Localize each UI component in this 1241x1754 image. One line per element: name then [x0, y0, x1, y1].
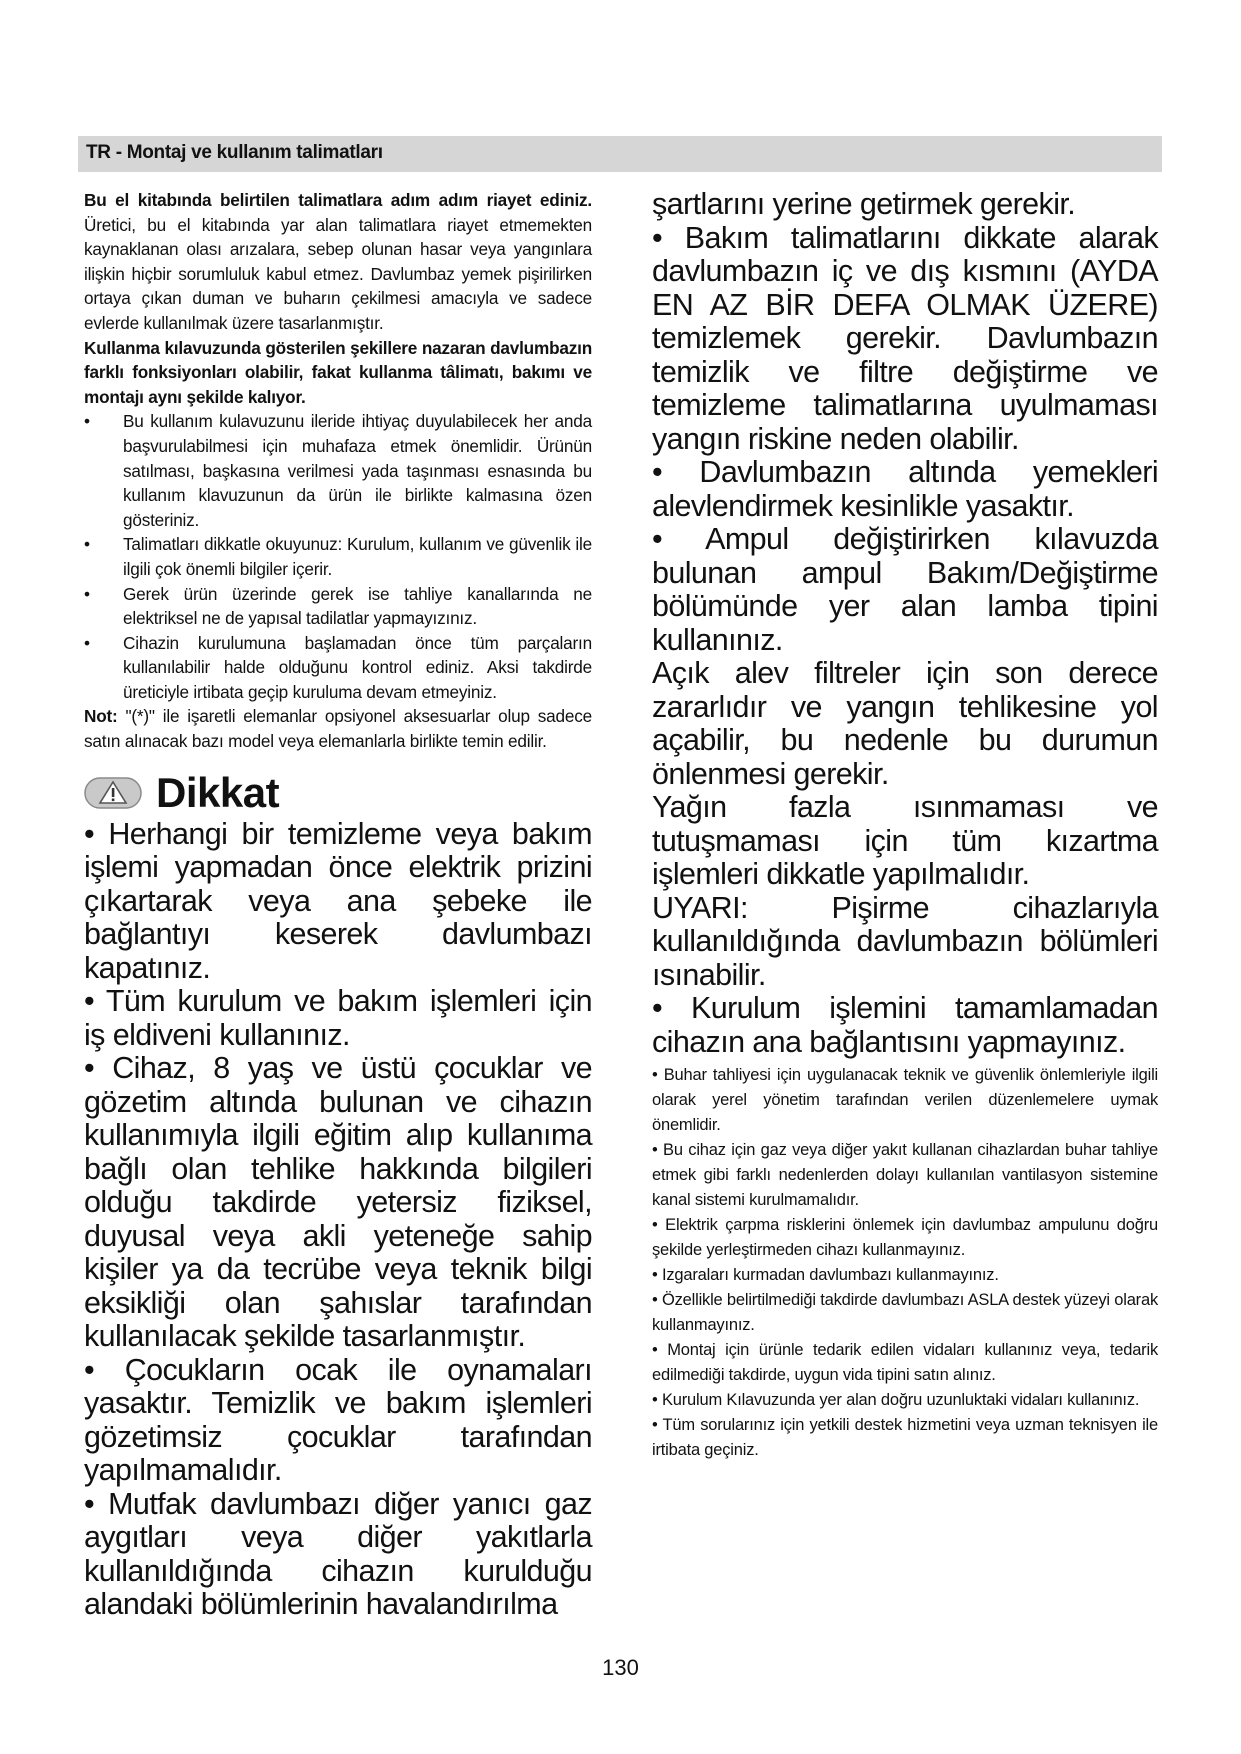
note-paragraph: Not: "(*)" ile işaretli elemanlar opsiyonel aksesuarlar olup sadece satın alınacak bazı model veya elemanlarla birlikte temin edilir.: [84, 706, 592, 752]
intro-bold: Bu el kitabında belirtilen talimatlara adım adım riayet ediniz.: [84, 190, 592, 210]
usage-note: Kullanma kılavuzunda gösterilen şekillere nazaran davlumbazın farklı fonksiyonları olabilir, fakat kullanma tâlimatı, bakımı ve montajı aynı şekilde kalıyor.: [84, 337, 592, 407]
dikkat-heading: [84, 768, 592, 818]
dikkat-title: Dikkat: [156, 768, 280, 816]
safety-item: • Özellikle belirtilmediği takdirde davlumbazı ASLA destek yüzeyi olarak kullanmayınız.: [652, 1291, 1158, 1334]
note-label: Not:: [84, 706, 118, 727]
left-column: [84, 188, 592, 1622]
warning-item: • Cihaz, 8 yaş ve üstü çocuklar ve gözetim altında bulunan ve cihazın kullanımıyla ilgili eğitim alıp kullanıma bağlı olan tehlike hakkında bilgileri olduğu takdirde yetersiz fiziksel, duyusal veya akli yeteneğe sahip kişiler ya da tecrübe veya teknik bilgi eksikliği olan şahıslar tarafından kullanılacak şekilde tasarlanmıştır.: [84, 1051, 592, 1354]
warning-item: • Davlumbazın altında yemekleri alevlendirmek kesinlikle yasaktır.: [652, 455, 1158, 523]
list-item: • Talimatları dikkatle okuyunuz: Kurulum, kullanım ve güvenlik ile ilgili çok önemli bilgiler içerir.: [84, 534, 592, 579]
intro-paragraph: [84, 188, 592, 336]
list-item: • Cihazin kurulumuna başlamadan önce tüm parçaların kullanılabilir halde olduğunu kontrol ediniz. Aksi takdirde üreticiyle irtibata geçip kuruluma devam etmeyiniz.: [84, 632, 592, 702]
safety-item: • Kurulum Kılavuzunda yer alan doğru uzunluktaki vidaları kullanınız.: [652, 1391, 1140, 1409]
list-item: • Bu kullanım kulavuzunu ileride ihtiyaç duyulabilecek her anda başvurulabilmesi için muhafaza etmek önemlidir. Ürünün satılması, başkasına verilmesi yada taşınması esnasında bu kullanım klavuzunun da ürün ile birlikte kalmasına özen gösteriniz.: [84, 411, 592, 530]
safety-item: • Elektrik çarpma risklerini önlemek için davlumbaz ampulunu doğru şekilde yerleştirmeden cihazı kullanmayınız.: [652, 1216, 1158, 1259]
right-column: [652, 188, 1158, 1463]
section-title: TR - Montaj ve kullanım talimatları: [86, 142, 383, 163]
safety-item: • Montaj için ürünle tedarik edilen vidaları kullanınız veya, tedarik edilmediği takdirde, uygun vida tipini satın alınız.: [652, 1341, 1158, 1384]
page-number: 130: [602, 1655, 639, 1680]
safety-item: • Izgaraları kurmadan davlumbazı kullanmayınız.: [652, 1266, 999, 1284]
intro-text: Üretici, bu el kitabında yar alan talimatlara riayet etmemekten kaynaklanan olası arızalara, sebep olunan hasar veya yangınlara ilişkin hiçbir sorumluluk kabul etmez. Davlumbaz yemek pişirilirken ortaya çıkan duman ve buharın çekilmesi amacıyla ve sadece evlerde kullanılmak üzere tasarlanmıştır.: [84, 214, 592, 333]
warning-item: • Ampul değiştirirken kılavuzda bulunan ampul Bakım/Değiştirme bölümünde yer alan lamba tipini kullanınız.: [652, 522, 1158, 657]
safety-item: • Bu cihaz için gaz veya diğer yakıt kullanan cihazlardan buhar tahliye etmek gibi farklı nedenlerden dolayı kullanılan vantilasyon sistemine kanal sistemi kurulmamalıdır.: [652, 1141, 1158, 1209]
list-item: • Gerek ürün üzerinde gerek ise tahliye kanallarında ne elektriksel ne de yapısal tadilatlar yapmayızınız.: [84, 583, 592, 629]
safety-item: • Buhar tahliyesi için uygulanacak teknik ve güvenlik önlemleriyle ilgili olarak yerel yönetim tarafından verilen düzenlemelere uymak önemlidir.: [652, 1066, 1158, 1134]
warning-item: UYARI: Pişirme cihazlarıyla kullanıldığında davlumbazın bölümleri ısınabilir.: [652, 890, 1158, 992]
info-bullet-list: [84, 409, 592, 704]
warning-item: • Mutfak davlumbazı diğer yanıcı gaz aygıtları veya diğer yakıtlarla kullanıldığında cihazın kurulduğu alandaki bölümlerinin havalandırılma: [84, 1486, 592, 1622]
warning-triangle-icon: [84, 777, 142, 809]
warning-item: • Bakım talimatlarını dikkate alarak davlumbazın iç ve dış kısmını (AYDA EN AZ BİR DEFA OLMAK ÜZERE) temizlemek gerekir. Davlumbazın temizlik ve filtre değiştirme ve temizleme talimatlarına uyulmaması yangın riskine neden olabilir.: [652, 220, 1158, 456]
warning-item: Açık alev filtreler için son derece zararlıdır ve yangın tehlikesine yol açabilir, bu nedenle bu durumun önlenmesi gerekir.: [652, 656, 1158, 791]
warning-item: • Herhangi bir temizleme veya bakım işlemi yapmadan önce elektrik prizini çıkartarak veya ana şebeke ile bağlantıyı keserek davlumbazı kapatınız.: [84, 816, 592, 985]
warning-item: şartlarını yerine getirmek gerekir.: [652, 187, 1076, 221]
warning-item: Yağın fazla ısınmaması ve tutuşmaması için tüm kızartma işlemleri dikkatle yapılmalıdır.: [652, 790, 1158, 891]
section-header: [78, 136, 1162, 172]
warning-item: • Çocukların ocak ile oynamaları yasaktır. Temizlik ve bakım işlemleri gözetimsiz çocuklar tarafından yapılmamalıdır.: [84, 1352, 592, 1488]
warning-item: • Tüm kurulum ve bakım işlemleri için iş eldiveni kullanınız.: [84, 984, 592, 1052]
warning-item: • Kurulum işlemini tamamlamadan cihazın ana bağlantısını yapmayınız.: [652, 991, 1158, 1059]
safety-item: • Tüm sorularınız için yetkili destek hizmetini veya uzman teknisyen ile irtibata geçiniz.: [652, 1416, 1158, 1459]
